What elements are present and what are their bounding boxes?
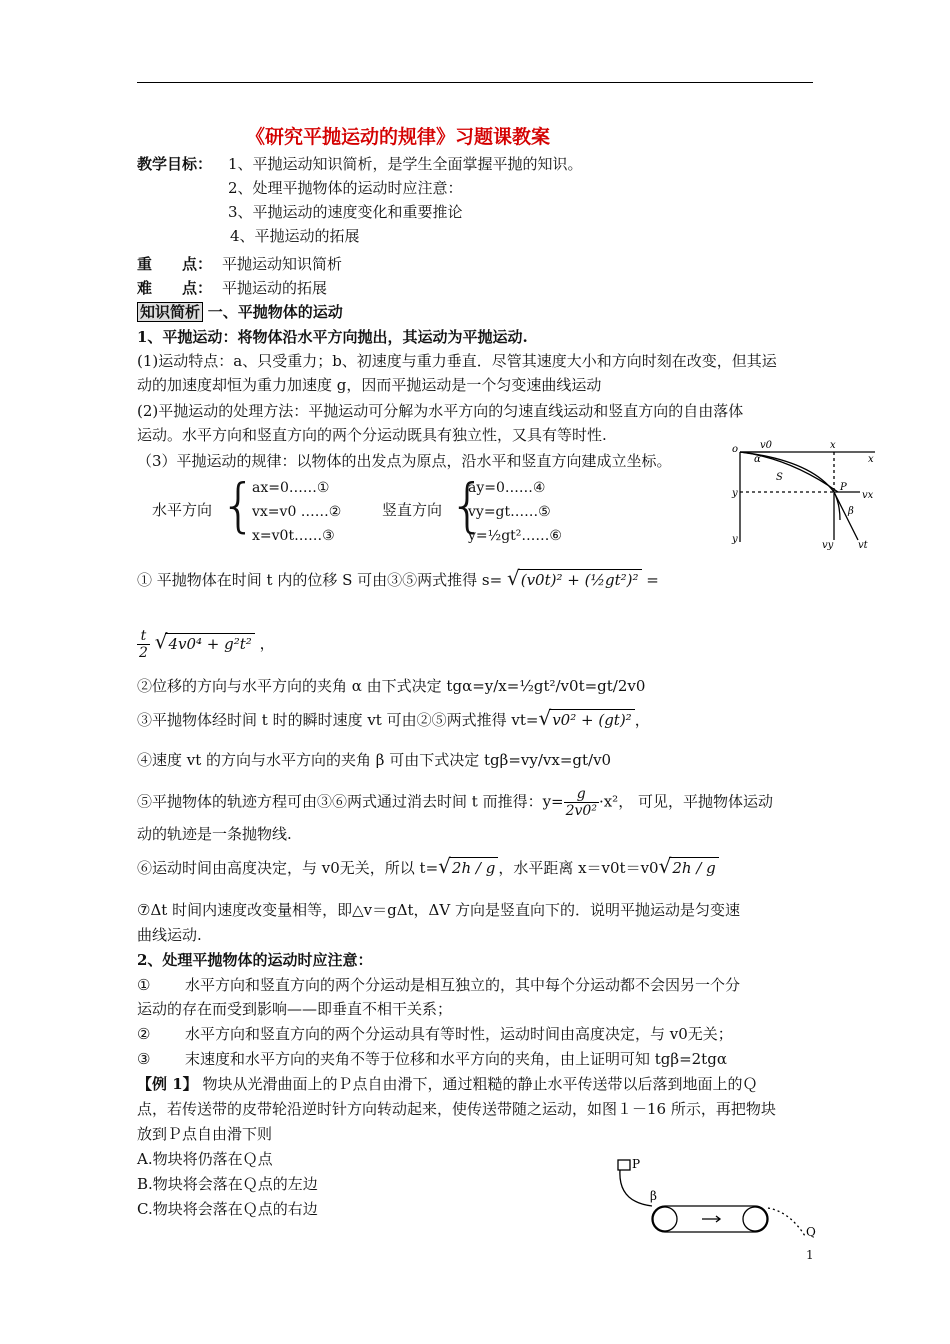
p3-line1: （3）平抛运动的规律：以物体的出发点为原点，沿水平和竖直方向建成立坐标。 bbox=[137, 452, 672, 470]
vertical-brace: { bbox=[449, 471, 486, 539]
vertical-label: 竖直方向 bbox=[382, 501, 443, 519]
r1-radicand-2: 4v0⁴ + g²t² bbox=[165, 633, 254, 654]
r3-radicand: v0² + (gt)² bbox=[549, 709, 634, 730]
r6 bbox=[137, 856, 719, 878]
sqrt-sign: √ bbox=[154, 629, 168, 654]
r1-text: ① 平抛物体在时间 t 内的位移 S 可由③⑤两式推得 s= bbox=[137, 571, 503, 589]
section-tag: 知识简析 bbox=[137, 302, 203, 322]
note-3-num: ③ bbox=[137, 1050, 151, 1068]
p2-line2: 运动。水平方向和竖直方向的两个分运动既具有独立性，又具有等时性. bbox=[137, 426, 607, 444]
r5-line2: 动的轨迹是一条抛物线. bbox=[137, 825, 292, 843]
sqrt-sign: √ bbox=[438, 854, 451, 878]
r4: ④速度 vt 的方向与水平方向的夹角 β 可由下式决定 tgβ=vy/vx=gt/v0 bbox=[137, 751, 612, 769]
label-x-axis: x bbox=[868, 454, 874, 465]
r7-line2: 曲线运动. bbox=[137, 926, 202, 944]
goal-item-1: 1、平抛运动知识简析，是学生全面掌握平抛的知识。 bbox=[228, 155, 583, 173]
horizontal-eqs bbox=[252, 476, 341, 548]
r5-frac-num: g bbox=[564, 786, 599, 803]
r1-frac-den: 2 bbox=[139, 645, 148, 661]
projectile-diagram bbox=[730, 440, 880, 552]
eq-vy: vy=gt……⑤ bbox=[468, 504, 551, 520]
r1-frac-num: t bbox=[137, 628, 150, 645]
r1-radicand: (v0t)² + (½gt²)² bbox=[518, 569, 642, 590]
label-p: P bbox=[840, 482, 847, 493]
r3 bbox=[137, 708, 650, 730]
r1-fraction bbox=[137, 628, 150, 661]
goals-label: 教学目标： bbox=[137, 155, 213, 173]
r3-post: ， bbox=[634, 711, 650, 729]
r1-comma: ， bbox=[259, 634, 275, 653]
r5-text: ⑤平抛物体的轨迹方程可由③⑥两式通过消去时间 t 而推得：y= bbox=[137, 792, 564, 811]
conveyor-diagram bbox=[610, 1156, 820, 1238]
r6-text: ⑥运动时间由高度决定，与 v0无关，所以 t= bbox=[137, 859, 439, 877]
r3-text: ③平抛物体经时间 t 时的瞬时速度 vt 可由②⑤两式推得 vt= bbox=[137, 711, 539, 729]
header-rule bbox=[137, 82, 813, 83]
label-vy: vy bbox=[822, 540, 834, 551]
sqrt-sign: √ bbox=[658, 854, 672, 878]
example-line1 bbox=[137, 1074, 757, 1094]
r5-frac-den: 2v0² bbox=[565, 803, 597, 819]
difficulty-label: 难 点： bbox=[137, 279, 213, 297]
difficulty-text: 平抛运动的拓展 bbox=[222, 279, 328, 297]
section-title: 一、平抛物体的运动 bbox=[207, 303, 343, 321]
page-number: 1 bbox=[806, 1248, 814, 1262]
r6-mid: ，水平距离 x＝v0t＝v0 bbox=[498, 859, 659, 877]
example-text-1: 物块从光滑曲面上的Ｐ点自由滑下，通过粗糙的静止水平传送带以后落到地面上的Ｑ bbox=[202, 1075, 758, 1093]
label-s: S bbox=[776, 472, 783, 483]
label-v0: v0 bbox=[760, 440, 773, 451]
label-origin: o bbox=[732, 444, 739, 455]
eq-x: x=v0t……③ bbox=[252, 528, 335, 544]
p2-line1: (2)平抛运动的处理方法：平抛运动可分解为水平方向的匀速直线运动和竖直方向的自由落体 bbox=[137, 402, 744, 420]
note-1-line1: 水平方向和竖直方向的两个分运动是相互独立的，其中每个分运动都不会因另一个分 bbox=[185, 976, 741, 994]
label-q: Q bbox=[806, 1225, 816, 1238]
r7-line1: ⑦Δt 时间内速度改变量相等，即△v＝gΔt，ΔV 方向是竖直向下的．说明平抛运动是匀变速 bbox=[137, 901, 740, 919]
goal-item-4: 4、平抛运动的拓展 bbox=[230, 227, 360, 245]
label-vx: vx bbox=[862, 490, 874, 501]
option-b: B.物块将会落在Ｑ点的左边 bbox=[137, 1175, 318, 1193]
option-c: C.物块将会落在Ｑ点的右边 bbox=[137, 1200, 318, 1218]
horizontal-brace: { bbox=[220, 471, 257, 539]
label-alpha: α bbox=[754, 454, 761, 465]
note-2-num: ② bbox=[137, 1025, 151, 1043]
example-line3: 放到Ｐ点自由滑下则 bbox=[137, 1125, 273, 1143]
vertical-eqs bbox=[468, 476, 562, 548]
r1-line2 bbox=[137, 628, 275, 661]
s2-heading: 2、处理平抛物体的运动时应注意： bbox=[137, 951, 373, 969]
r5-line1 bbox=[137, 786, 773, 819]
example-label: 【例 1】 bbox=[137, 1075, 198, 1093]
horizontal-label: 水平方向 bbox=[152, 501, 213, 519]
label-y-left: y bbox=[732, 488, 738, 499]
note-2-line1: 水平方向和竖直方向的两个分运动具有等时性，运动时间由高度决定，与 v0无关； bbox=[185, 1025, 733, 1043]
label-vt: vt bbox=[858, 540, 868, 551]
p1-line2: 动的加速度却恒为重力加速度 g，因而平抛运动是一个匀变速曲线运动 bbox=[137, 376, 602, 394]
label-beta: β bbox=[650, 1189, 657, 1203]
note-1-line2: 运动的存在而受到影响——即垂直不相干关系； bbox=[137, 1000, 453, 1018]
p1-line1: (1)运动特点：a、只受重力；b、初速度与重力垂直．尽管其速度大小和方向时刻在改变，但其运 bbox=[137, 352, 777, 370]
sqrt-sign: √ bbox=[506, 566, 520, 590]
label-x-top: x bbox=[830, 440, 836, 451]
s1-heading: 1、平抛运动：将物体沿水平方向抛出，其运动为平抛运动. bbox=[137, 328, 528, 346]
key-text: 平抛运动知识简析 bbox=[222, 255, 343, 273]
section-heading bbox=[137, 302, 343, 322]
curved-slope bbox=[620, 1170, 652, 1206]
eq-vx: vx=v0 ……② bbox=[252, 504, 342, 520]
key-label: 重 点： bbox=[137, 255, 213, 273]
vt-vector bbox=[834, 492, 858, 540]
note-3-line1: 末速度和水平方向的夹角不等于位移和水平方向的夹角，由上证明可知 tgβ=2tgα bbox=[185, 1050, 727, 1068]
goal-item-2: 2、处理平抛物体的运动时应注意： bbox=[228, 179, 463, 197]
right-pulley bbox=[743, 1207, 767, 1231]
eq-y: y=½gt²……⑥ bbox=[468, 528, 562, 544]
r2: ②位移的方向与水平方向的夹角 α 由下式决定 tgα=y/x=½gt²/v0t=gt/2v0 bbox=[137, 677, 646, 695]
label-y-axis: y bbox=[732, 534, 738, 545]
block-p bbox=[618, 1160, 630, 1170]
option-a: A.物块将仍落在Ｑ点 bbox=[137, 1150, 273, 1168]
r1-line1 bbox=[137, 568, 659, 590]
note-1-num: ① bbox=[137, 976, 151, 994]
page-title: 《研究平抛运动的规律》习题课教案 bbox=[246, 126, 551, 148]
eq-ay: ay=0……④ bbox=[468, 480, 546, 496]
label-beta: β bbox=[848, 506, 854, 517]
r6-radicand: 2h / g bbox=[449, 857, 498, 878]
label-p: P bbox=[632, 1157, 641, 1171]
eq-ax: ax=0……① bbox=[252, 480, 330, 496]
sqrt-sign: √ bbox=[538, 706, 552, 730]
left-pulley bbox=[653, 1207, 677, 1231]
fall-path bbox=[768, 1208, 805, 1236]
goal-item-3: 3、平抛运动的速度变化和重要推论 bbox=[228, 203, 463, 221]
r5-fraction bbox=[564, 786, 599, 819]
r5-post: ·x²， 可见，平抛物体运动 bbox=[598, 792, 773, 811]
example-line2: 点，若传送带的皮带轮沿逆时针方向转动起来，使传送带随之运动，如图１－16 所示，再把物块 bbox=[137, 1100, 776, 1118]
r1-equals: = bbox=[646, 571, 659, 589]
r6-radicand-2: 2h / g bbox=[669, 857, 718, 878]
